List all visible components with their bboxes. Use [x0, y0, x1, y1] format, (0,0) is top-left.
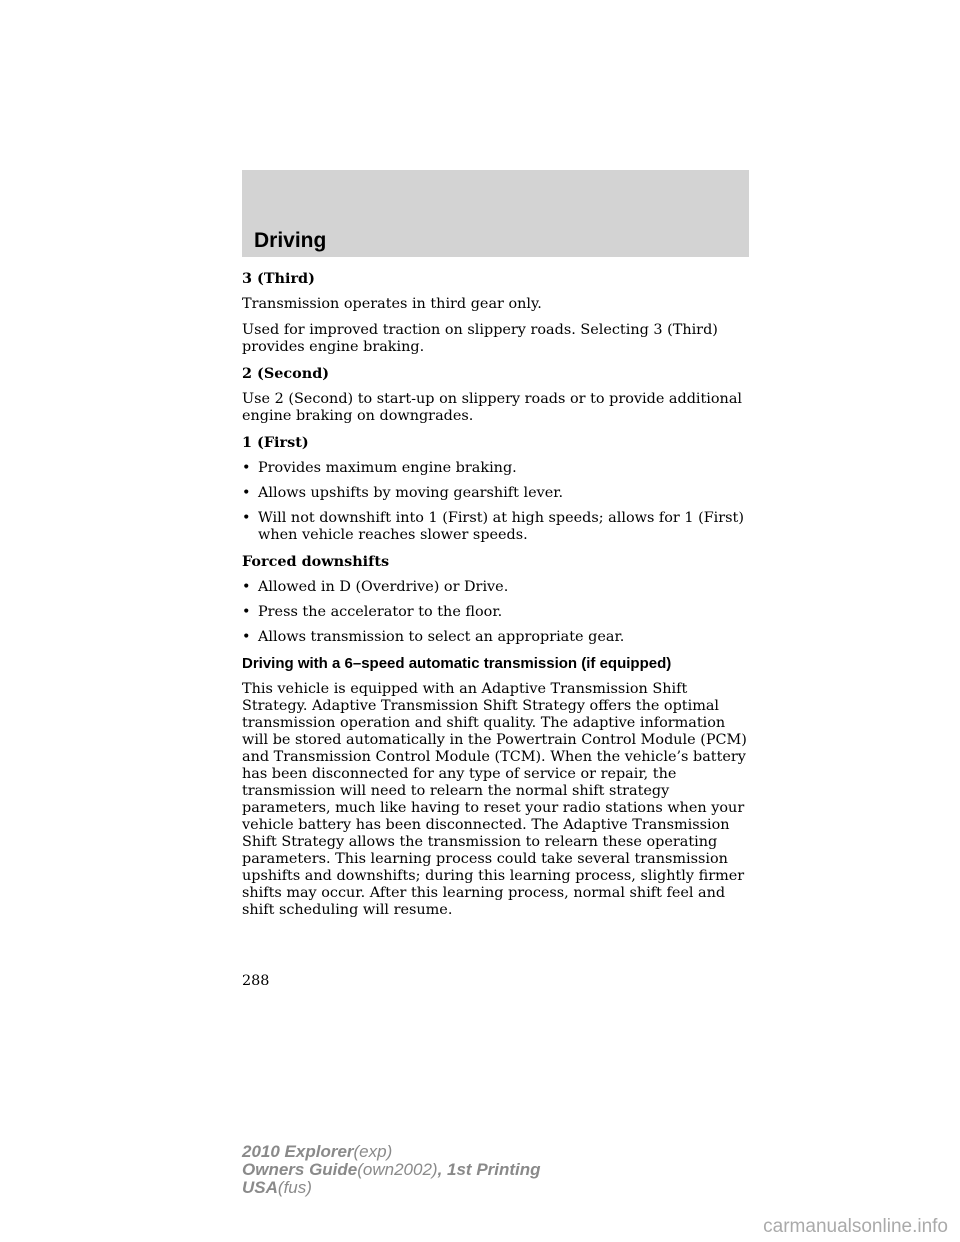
section-title: Driving: [254, 229, 327, 252]
paragraph: Transmission operates in third gear only.: [242, 296, 542, 312]
footer-model-code: (exp): [353, 1142, 393, 1161]
list-item: • Allows transmission to select an appropriate gear.: [242, 629, 752, 646]
list-item: • Allowed in D (Overdrive) or Drive.: [242, 579, 752, 596]
bullet-list-first: [242, 460, 752, 544]
heading-six-speed: Driving with a 6–speed automatic transmission (if equipped): [242, 655, 672, 672]
footer-guide-code: (own2002): [357, 1160, 438, 1179]
paragraph: Used for improved traction on slippery roads. Selecting 3 (Third) provides engine braking.: [242, 322, 718, 355]
page-content: [242, 270, 752, 928]
footer-guide: Owners Guide: [242, 1160, 358, 1179]
list-item: • Provides maximum engine braking.: [242, 460, 752, 477]
bullet-list-forced: [242, 579, 752, 646]
section-header-bar: [242, 170, 749, 257]
page-number: 288: [242, 973, 270, 989]
print-footer: [242, 1143, 541, 1197]
paragraph: This vehicle is equipped with an Adaptive Transmission Shift Strategy. Adaptive Transmission Shift Strategy offers the optimal transmission operation and shift quality. The adaptive information will be stored automatically in the Powertrain Control Module (PCM) and Transmission Control Module (TCM). When the vehicle’s battery has been disconnected for any type of service or repair, the transmission will need to relearn the normal shift strategy parameters, much like having to reset your radio stations when your vehicle battery has been disconnected. The Adaptive Transmission Shift Strategy allows the transmission to relearn these operating parameters. This learning process could take several transmission upshifts and downshifts; during this learning process, slightly firmer shifts may occur. After this learning process, normal shift feel and shift scheduling will resume.: [242, 681, 747, 918]
footer-model: 2010 Explorer: [242, 1142, 354, 1161]
list-item: • Press the accelerator to the floor.: [242, 604, 752, 621]
list-item: • Will not downshift into 1 (First) at high speeds; allows for 1 (First) when vehicle reaches slower speeds.: [242, 510, 752, 544]
footer-market: USA: [242, 1178, 278, 1197]
paragraph: Use 2 (Second) to start-up on slippery roads or to provide additional engine braking on downgrades.: [242, 391, 743, 424]
heading-second: 2 (Second): [242, 365, 330, 382]
heading-forced-downshifts: Forced downshifts: [242, 553, 390, 570]
list-item: • Allows upshifts by moving gearshift lever.: [242, 485, 752, 502]
heading-third: 3 (Third): [242, 270, 315, 287]
footer-printing: , 1st Printing: [437, 1160, 541, 1179]
heading-first: 1 (First): [242, 434, 309, 451]
watermark-link[interactable]: carmanualsonline.info: [763, 1216, 948, 1237]
footer-market-code: (fus): [277, 1178, 312, 1197]
